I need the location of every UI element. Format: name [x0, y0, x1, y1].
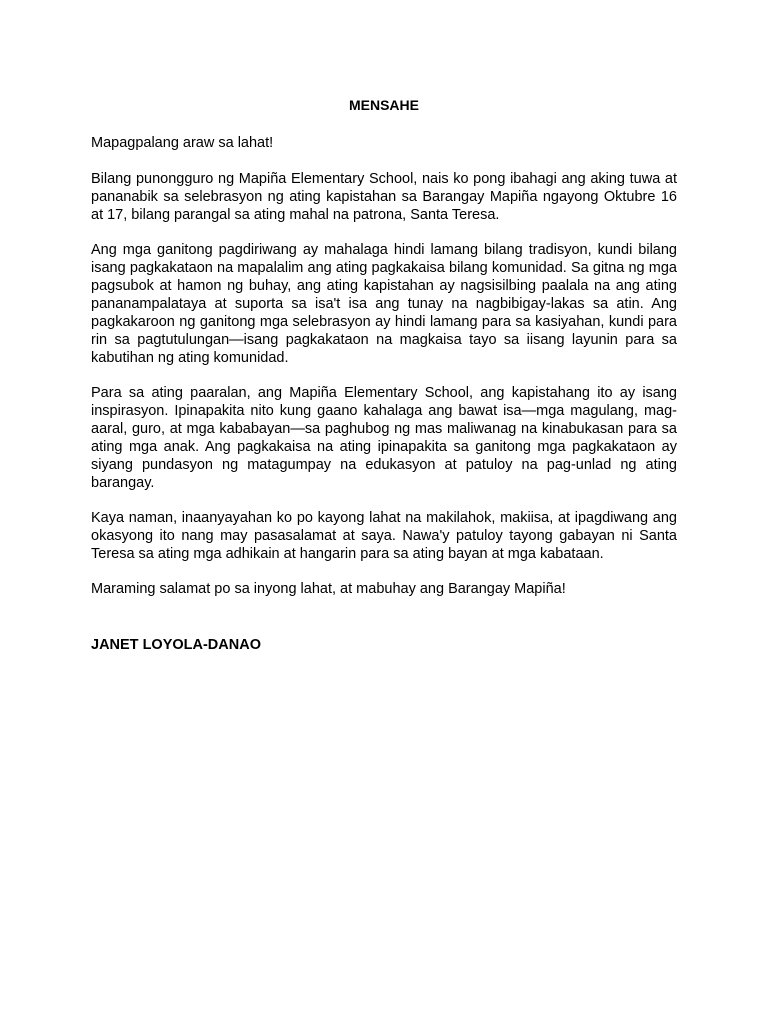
paragraph-introduction: Bilang punongguro ng Mapiña Elementary School, nais ko pong ibahagi ang aking tuwa at pananabik sa selebrasyon ng ating kapistahan sa Barangay Mapiña ngayong Oktubre 16 at 17, bilang parangal sa ating mahal na patrona, Santa Teresa.	[91, 171, 677, 223]
closing-line: Maraming salamat po sa inyong lahat, at mabuhay ang Barangay Mapiña!	[91, 581, 566, 597]
message-body	[91, 96, 677, 654]
greeting: Mapagpalang araw sa lahat!	[91, 135, 274, 151]
paragraph-invitation: Kaya naman, inaanyayahan ko po kayong lahat na makilahok, makiisa, at ipagdiwang ang okasyong ito nang may pasasalamat at saya. Nawa'y patuloy tayong gabayan ni Santa Teresa sa ating mga adhikain at hangarin para sa ating bayan at mga kabataan.	[91, 510, 677, 562]
signatory-name: JANET LOYOLA-DANAO	[91, 637, 261, 653]
paragraph-school: Para sa ating paaralan, ang Mapiña Elementary School, ang kapistahang ito ay isang inspirasyon. Ipinapakita nito kung gaano kahalaga ang bawat isa—mga magulang, mag-aaral, guro, at mga kababayan—sa paghubog ng mas maliwanag na kinabukasan para sa ating mga anak. Ang pagkakaisa na ating ipinapakita sa ganitong mga pagkakataon ay siyang pundasyon ng matagumpay na edukasyon at patuloy na pag-unlad ng ating barangay.	[91, 385, 677, 491]
page-title: MENSAHE	[348, 97, 419, 113]
paragraph-importance: Ang mga ganitong pagdiriwang ay mahalaga hindi lamang bilang tradisyon, kundi bilang isang pagkakataon na mapalalim ang ating pagkakaisa bilang komunidad. Sa gitna ng mga pagsubok at hamon ng buhay, ang ating kapistahan ay nagsisilbing paalala na ang ating pananampalataya at suporta sa isa't isa ang tunay na nagbibigay-lakas sa atin. Ang pagkakaroon ng ganitong mga selebrasyon ay hindi lamang para sa kasiyahan, kundi para rin sa pagtutulungan—isang pagkakataon na magkaisa tayo sa iisang layunin para sa kabutihan ng ating komunidad.	[91, 242, 677, 366]
